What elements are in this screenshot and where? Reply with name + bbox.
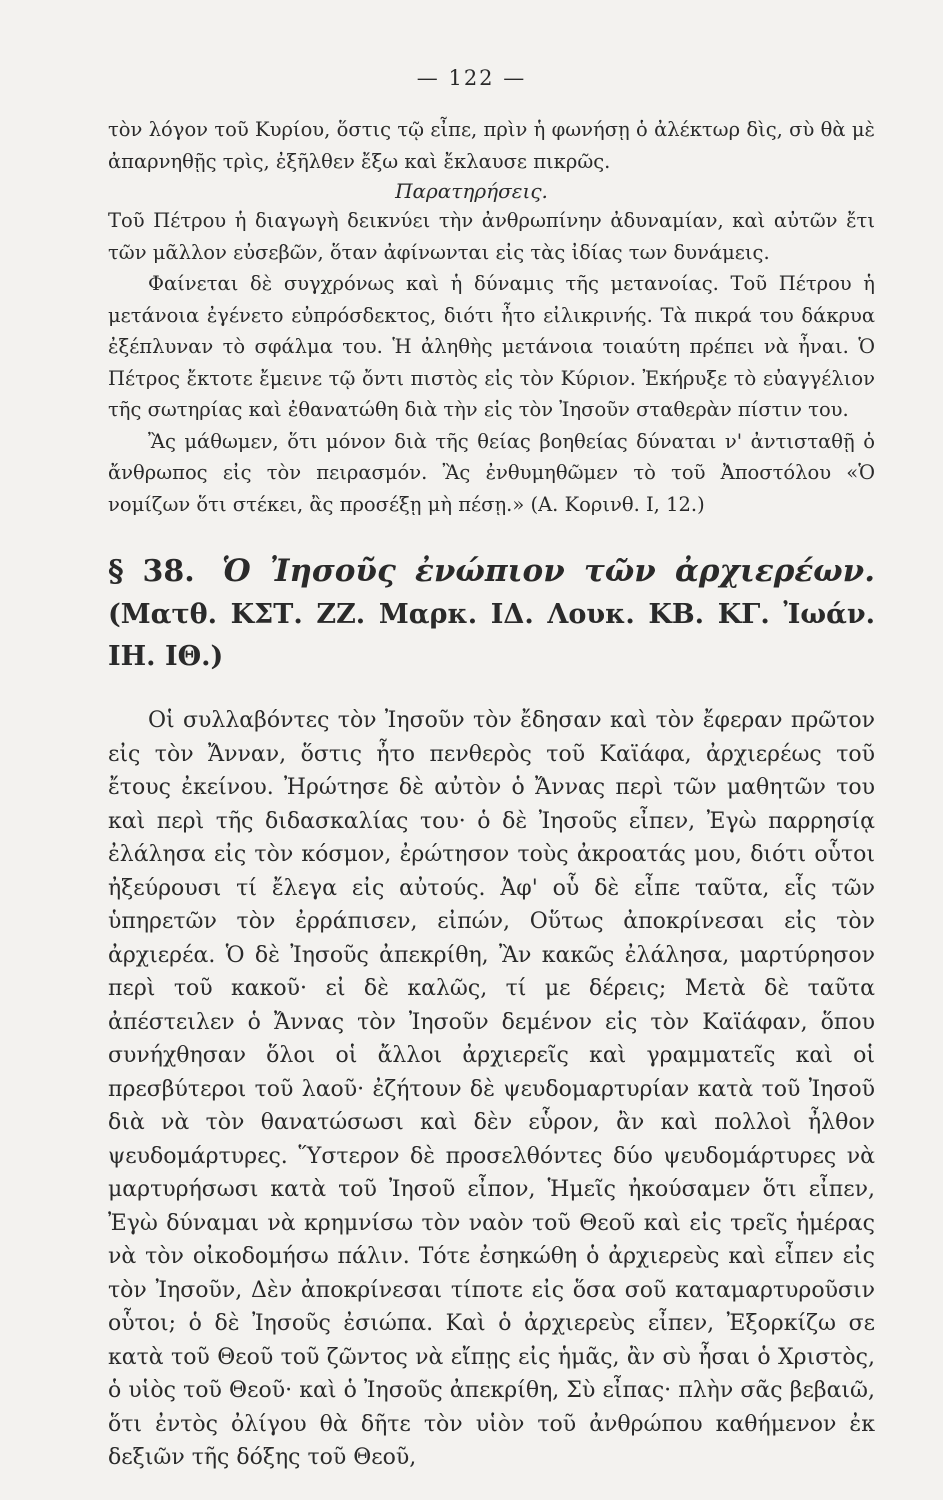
main-paragraph: Οἱ συλλαβόντες τὸν Ἰησοῦν τὸν ἔδησαν καὶ τὸν ἔφεραν πρῶτον εἰς τὸν Ἄνναν, ὅστις ἦτο πενθερὸς τοῦ Καϊάφα, ἀρχιερέως τοῦ ἔτους ἐκείνου. Ἠρώτησε δὲ αὐτὸν ὁ Ἄννας περὶ τῶν μαθητῶν του καὶ περὶ τῆς διδασκαλίας του· ὁ δὲ Ἰησοῦς εἶπεν, Ἐγὼ παρρησίᾳ ἐλάλησα εἰς τὸν κόσμον, ἐρώτησον τοὺς ἀκροατάς μου, διότι οὗτοι ἠξεύρουσι τί ἔλεγα εἰς αὐτούς. Ἀφ' οὗ δὲ εἶπε ταῦτα, εἷς τῶν ὑπηρετῶν τὸν ἐρράπισεν, εἰπών, Οὕτως ἀποκρίνεσαι εἰς τὸν ἀρχιερέα. Ὁ δὲ Ἰησοῦς ἀπεκρίθη, Ἂν κακῶς ἐλάλησα, μαρτύρησον περὶ τοῦ κακοῦ· εἰ δὲ καλῶς, τί με δέρεις; Μετὰ δὲ ταῦτα ἀπέστειλεν ὁ Ἄννας τὸν Ἰησοῦν δεμένον εἰς τὸν Καϊάφαν, ὅπου συνήχθησαν ὅλοι οἱ ἄλλοι ἀρχιερεῖς καὶ γραμματεῖς καὶ οἱ πρεσβύτεροι τοῦ λαοῦ· ἐζήτουν δὲ ψευδομαρτυρίαν κατὰ τοῦ Ἰησοῦ διὰ νὰ τὸν θανατώσωσι καὶ δὲν εὗρον, ἂν καὶ πολλοὶ ἦλθον ψευδομάρτυρες. Ὕστερον δὲ προσελθόντες δύο ψευδομάρτυρες νὰ μαρτυρήσωσι κατὰ τοῦ Ἰησοῦ εἶπον, Ἡμεῖς ἠκούσαμεν ὅτι εἶπεν, Ἐγὼ δύναμαι νὰ κρημνίσω τὸν ναὸν τοῦ Θεοῦ καὶ εἰς τρεῖς ἡμέρας νὰ τὸν οἰκοδομήσω πάλιν. Τότε ἐσηκώθη ὁ ἀρχιερεὺς καὶ εἶπεν εἰς τὸν Ἰησοῦν, Δὲν ἀποκρίνεσαι τίποτε εἰς ὅσα σοῦ καταμαρτυροῦσιν οὗτοι; ὁ δὲ Ἰησοῦς ἐσιώπα. Καὶ ὁ ἀρχιερεὺς εἶπεν, Ἐξορκίζω σε κατὰ τοῦ Θεοῦ τοῦ ζῶντος νὰ εἴπῃς εἰς ἡμᾶς, ἂν σὺ ἦσαι ὁ Χριστὸς, ὁ υἱὸς τοῦ Θεοῦ· καὶ ὁ Ἰησοῦς ἀπεκρίθη, Σὺ εἶπας· πλὴν σᾶς βεβαιῶ, ὅτι ἐντὸς ὀλίγου θὰ δῆτε τὸν υἱὸν τοῦ ἀνθρώπου καθήμενον ἐκ δεξιῶν τῆς δόξης τοῦ Θεοῦ, <box>108 708 875 1470</box>
remarks-paragraph: Φαίνεται δὲ συγχρόνως καὶ ἡ δύναμις τῆς μετανοίας. Τοῦ Πέτρου ἡ μετάνοια ἐγένετο εὐπρόσδεκτος, διότι ἦτο εἰλικρινής. Τὰ πικρά του δάκρυα ἐξέπλυναν τὸ σφάλμα του. Ἡ ἀληθὴς μετάνοια τοιαύτη πρέπει νὰ ἦναι. Ὁ Πέτρος ἔκτοτε ἔμεινε τῷ ὄντι πιστὸς εἰς τὸν Κύριον. Ἐκήρυξε τὸ εὐαγγέλιον τῆς σωτηρίας καὶ ἐθανατώθη διὰ τὴν εἰς τὸν Ἰησοῦν σταθερὰν πίστιν του. <box>108 272 875 421</box>
page-number: — 122 — <box>416 66 527 90</box>
main-text-block <box>108 704 875 1475</box>
remarks-paragraph: Τοῦ Πέτρου ἡ διαγωγὴ δεικνύει τὴν ἀνθρωπίνην ἀδυναμίαν, καὶ αὐτῶν ἔτι τῶν μᾶλλον εὐσεβῶν, ὅταν ἀφίνωνται εἰς τὰς ἰδίας των δυνάμεις. <box>108 209 875 264</box>
section-references: (Ματθ. ΚΣΤ. ΖΖ. Μαρκ. ΙΔ. Λουκ. ΚΒ. ΚΓ. Ἰωάν. ΙΗ. ΙΘ.) <box>108 599 875 672</box>
section-title: Ὁ Ἰησοῦς ἐνώπιον τῶν ἀρχιερέων. <box>221 553 875 589</box>
remarks-heading: Παρατηρήσεις. <box>395 179 548 203</box>
remarks-paragraph: Ἂς μάθωμεν, ὅτι μόνον διὰ τῆς θείας βοηθείας δύναται ν' ἀντισταθῇ ὁ ἄνθρωπος εἰς τὸν πειρασμόν. Ἂς ἐνθυμηθῶμεν τὸ τοῦ Ἀποστόλου «Ὁ νομίζων ὅτι στέκει, ἂς προσέξῃ μὴ πέσῃ.» (Α. Κορινθ. Ι, 12.) <box>108 429 875 516</box>
continued-paragraph: τὸν λόγον τοῦ Κυρίου, ὅστις τῷ εἶπε, πρὶν ἡ φωνήσῃ ὁ ἀλέκτωρ δὶς, σὺ θὰ μὲ ἀπαρνηθῇς τρὶς, ἐξῆλθεν ἔξω καὶ ἔκλαυσε πικρῶς. <box>108 118 875 173</box>
section-heading <box>108 550 875 678</box>
continued-paragraph-block <box>108 114 875 177</box>
remarks-block <box>108 205 875 520</box>
section-number: § 38. <box>108 554 195 589</box>
